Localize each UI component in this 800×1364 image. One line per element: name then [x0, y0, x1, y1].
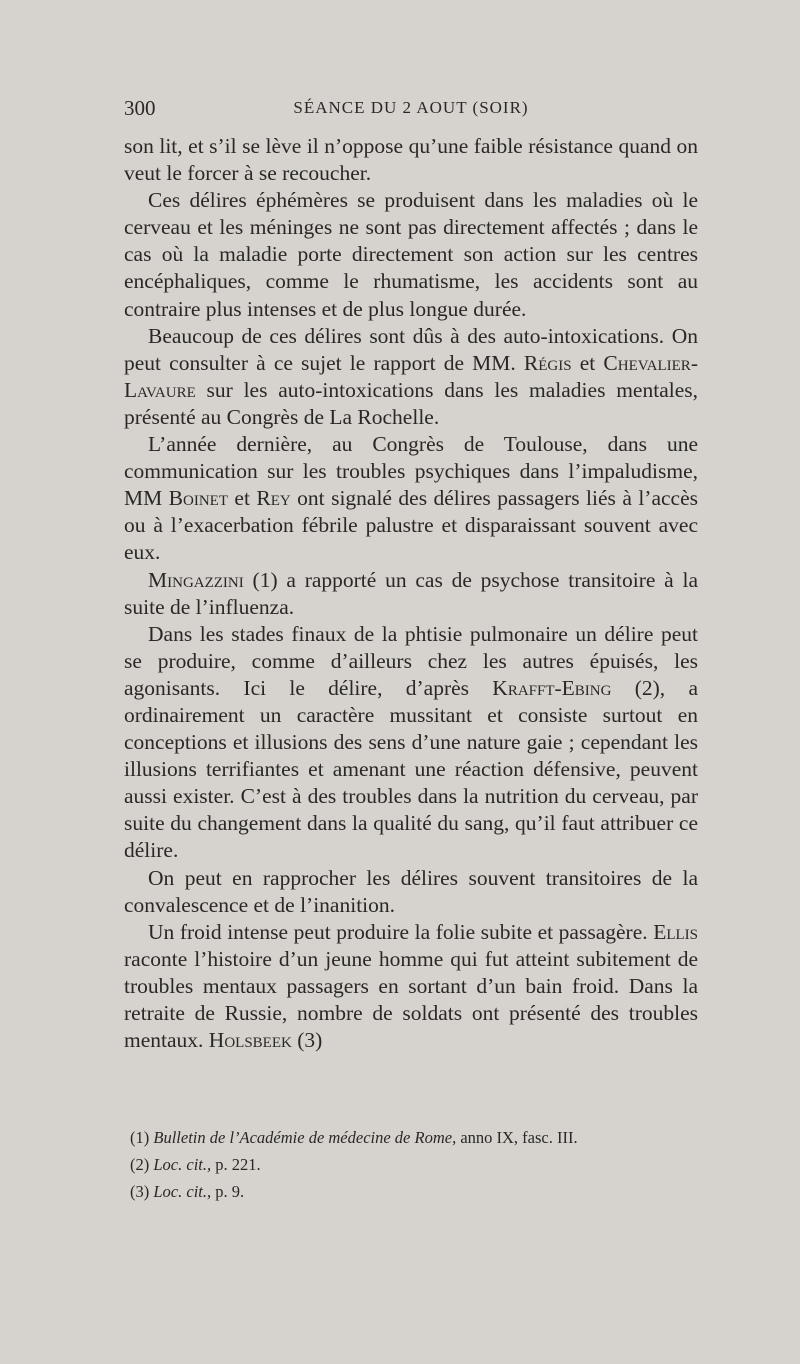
footnote-2: [130, 1151, 698, 1178]
paragraph-6: [124, 621, 698, 865]
page-header: [124, 96, 698, 126]
footnote-rest: p. 9.: [211, 1182, 245, 1201]
paragraph-8-text-b: raconte l’histoire d’un jeune homme qui fut atteint subitement de troubles mentaux passagers en sortant d’un bain froid. Dans la retraite de Russie, nombre de soldats ont présenté des troubles mentaux.: [124, 946, 698, 1053]
footnote-rest: p. 221.: [211, 1155, 261, 1174]
footnote-1: [130, 1124, 698, 1151]
author-rey: Rey: [256, 486, 291, 511]
author-chevalier-lavaure: Chevalier-Lavaure: [124, 350, 698, 402]
paragraph-5-text-a: (1) a rapporté un cas de psychose transitoire à la suite de l’influenza.: [124, 567, 698, 619]
paragraph-3: [124, 323, 698, 431]
footnote-title: Loc. cit.,: [153, 1182, 212, 1201]
footnote-3: [130, 1178, 698, 1205]
footnotes: [130, 1124, 698, 1205]
paragraph-5: [124, 567, 698, 621]
paragraph-6-text-b: (2), a ordinairement un caractère mussitant et consiste surtout en conceptions et illusions des sens d’une nature gaie ; cependant les illusions terrifiantes et amenant une réaction défensive, peuvent aussi exister. C’est à des troubles dans la nutrition du cerveau, par suite du changement dans la qualité du sang, qu’il faut attribuer ce délire.: [124, 675, 699, 863]
footnote-title: Bulletin de l’Académie de médecine de Rome,: [153, 1128, 457, 1147]
author-ellis: Ellis: [653, 919, 698, 944]
page-number: 300: [124, 96, 156, 120]
paragraph-4: [124, 431, 698, 566]
paragraph-1: son lit, et s’il se lève il n’oppose qu’une faible résistance quand on veut le forcer à se recoucher.: [124, 134, 698, 186]
paragraph-4-text-a: L’année dernière, au Congrès de Toulouse, dans une communication sur les troubles psychiques dans l’impaludisme, MM: [124, 432, 698, 511]
paragraph-3-text-b: et: [571, 350, 604, 375]
running-head: SÉANCE DU 2 AOUT (SOIR): [293, 98, 529, 117]
footnote-rest: anno IX, fasc. III.: [456, 1128, 578, 1147]
paragraph-8-text-c: (3): [291, 1028, 323, 1053]
author-mingazzini: Mingazzini: [148, 567, 244, 592]
body-text: [124, 133, 698, 1054]
footnote-title: Loc. cit.,: [153, 1155, 212, 1174]
paragraph-3-text-c: sur les auto-intoxications dans les maladies mentales, présenté au Congrès de La Rochelle.: [124, 377, 698, 429]
author-boinet: Boinet: [168, 486, 228, 511]
footnote-number: (2): [130, 1155, 150, 1174]
paragraph-8: [124, 919, 698, 1054]
paragraph-7: On peut en rapprocher les délires souvent transitoires de la convalescence et de l’inanition.: [124, 865, 698, 917]
paragraph-4-text-b: et: [228, 486, 257, 511]
paragraph-2: Ces délires éphémères se produisent dans les maladies où le cerveau et les méninges ne sont pas directement affectés ; dans le cas où la maladie porte directement son action sur les centres encéphaliques, comme le rhumatisme, les accidents sont au contraire plus intenses et de plus longue durée.: [124, 188, 698, 321]
author-krafft-ebing: Krafft-Ebing: [492, 675, 612, 700]
footnote-number: (1): [130, 1128, 150, 1147]
footnote-number: (3): [130, 1182, 150, 1201]
paragraph-6-text-a: Dans les stades finaux de la phtisie pulmonaire un délire peut se produire, comme d’ailleurs chez les autres épuisés, les agonisants. Ici le délire, d’après: [124, 621, 698, 700]
author-holsbeek: Holsbeek: [208, 1028, 292, 1053]
paragraph-8-text-a: Un froid intense peut produire la folie subite et passagère.: [148, 919, 654, 944]
author-regis: Régis: [523, 350, 572, 375]
paragraph-4-text-c: ont signalé des délires passagers liés à l’accès ou à l’exacerbation fébrile palustre et disparaissant souvent avec eux.: [124, 486, 698, 565]
paragraph-3-text-a: Beaucoup de ces délires sont dûs à des auto-intoxications. On peut consulter à ce sujet le rapport de MM.: [124, 323, 698, 375]
